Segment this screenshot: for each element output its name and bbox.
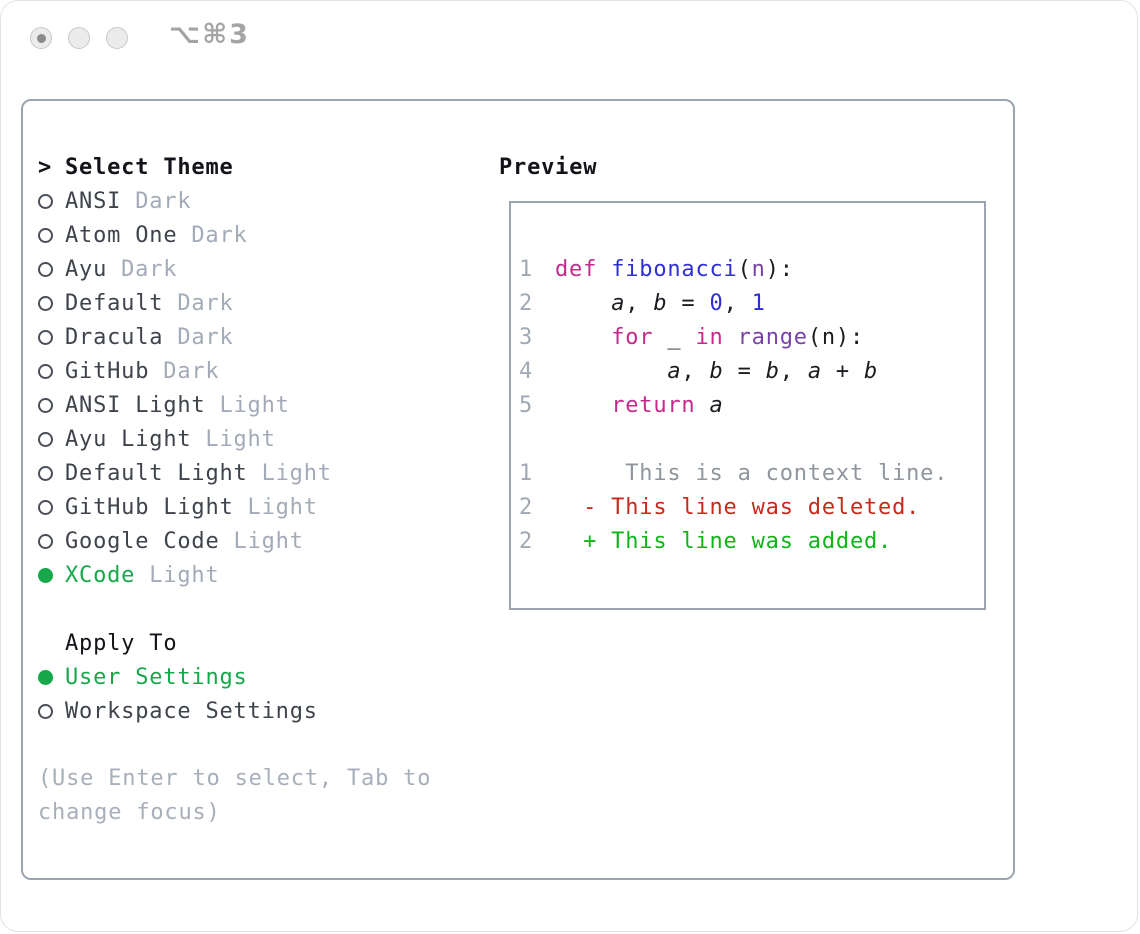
- theme-selector: [38, 150, 483, 830]
- spacer: [38, 592, 483, 626]
- theme-option-label: Ayu: [65, 256, 108, 282]
- radio-circle-icon: [38, 432, 53, 447]
- theme-option-label: Ayu Light: [65, 426, 192, 452]
- code-token: 0: [709, 290, 724, 316]
- theme-option-google-code[interactable]: [38, 524, 483, 558]
- preview-line: [519, 524, 984, 558]
- window-zoom-button[interactable]: [106, 27, 128, 49]
- code-token: (n):: [807, 324, 865, 350]
- radio-circle-icon: [38, 568, 53, 583]
- preview-line: [519, 388, 984, 422]
- theme-option-default-light[interactable]: [38, 456, 483, 490]
- select-theme-title: Select Theme: [65, 154, 234, 180]
- radio-circle-icon: [38, 500, 53, 515]
- preview-line: [519, 320, 984, 354]
- preview-title: Preview: [499, 154, 598, 180]
- code-token: + This line was added.: [555, 528, 893, 554]
- preview-box: [509, 201, 986, 610]
- code-token: ,: [681, 358, 710, 384]
- code-token: a: [667, 358, 682, 384]
- theme-option-label: Atom One: [65, 222, 178, 248]
- apply-to-header: [38, 626, 483, 660]
- radio-circle-icon: [38, 670, 53, 685]
- theme-variant-tag: Light: [247, 494, 318, 520]
- code-token: ,: [723, 290, 752, 316]
- theme-variant-tag: Dark: [191, 222, 248, 248]
- theme-variant-tag: Dark: [121, 256, 178, 282]
- main-panel: [21, 99, 1015, 880]
- theme-option-default[interactable]: [38, 286, 483, 320]
- theme-option-github-light[interactable]: [38, 490, 483, 524]
- code-token: b: [765, 358, 780, 384]
- preview-line: [519, 456, 984, 490]
- select-theme-header: [38, 150, 483, 184]
- radio-circle-icon: [38, 398, 53, 413]
- line-number: 2: [519, 528, 534, 554]
- radio-circle-icon: [38, 262, 53, 277]
- apply-option-label: User Settings: [65, 664, 248, 690]
- code-token: ,: [625, 290, 654, 316]
- code-token: This is a context line.: [555, 460, 949, 486]
- radio-circle-icon: [38, 228, 53, 243]
- window-minimize-button[interactable]: [68, 27, 90, 49]
- theme-option-label: ANSI: [65, 188, 122, 214]
- code-token: a: [709, 392, 724, 418]
- code-token: b: [864, 358, 879, 384]
- code-token: in: [695, 324, 724, 350]
- code-token: b: [709, 358, 724, 384]
- code-token: [695, 393, 709, 418]
- preview-line: [519, 490, 984, 524]
- code-token: =: [723, 358, 766, 384]
- theme-option-ansi[interactable]: [38, 184, 483, 218]
- window-title-shortcut: ⌥⌘3: [169, 19, 250, 50]
- code-token: =: [667, 290, 710, 316]
- theme-option-label: XCode: [65, 562, 136, 588]
- theme-variant-tag: Light: [149, 562, 220, 588]
- apply-option-user-settings[interactable]: [38, 660, 483, 694]
- line-number: 5: [519, 392, 534, 418]
- theme-variant-tag: Light: [205, 426, 276, 452]
- theme-variant-tag: Dark: [177, 324, 234, 350]
- code-token: n: [751, 256, 766, 282]
- spacer: [38, 728, 483, 762]
- apply-to-option-list: [38, 660, 483, 728]
- line-number: 3: [519, 324, 534, 350]
- theme-option-dracula[interactable]: [38, 320, 483, 354]
- code-token: [555, 291, 611, 316]
- line-number: 1: [519, 460, 534, 486]
- code-token: - This line was deleted.: [555, 494, 921, 520]
- record-dot-icon: [37, 34, 46, 43]
- code-token: range: [737, 324, 808, 350]
- code-token: [555, 359, 667, 384]
- code-token: ):: [765, 256, 794, 282]
- theme-variant-tag: Light: [233, 528, 304, 554]
- radio-circle-icon: [38, 534, 53, 549]
- code-token: 1: [751, 290, 766, 316]
- theme-option-label: Google Code: [65, 528, 220, 554]
- code-token: [555, 393, 611, 418]
- code-token: +: [821, 358, 865, 384]
- theme-variant-tag: Light: [261, 460, 332, 486]
- line-number: 2: [519, 494, 534, 520]
- code-token: a: [611, 290, 626, 316]
- apply-option-workspace-settings[interactable]: [38, 694, 483, 728]
- window-close-button[interactable]: [30, 27, 52, 49]
- line-number: 1: [519, 256, 534, 282]
- line-number: 2: [519, 290, 534, 316]
- radio-circle-icon: [38, 194, 53, 209]
- apply-to-title: Apply To: [65, 630, 178, 656]
- code-token: a: [807, 358, 822, 384]
- code-token: return: [611, 392, 696, 418]
- theme-option-ansi-light[interactable]: [38, 388, 483, 422]
- code-token: (: [737, 256, 752, 282]
- theme-option-xcode[interactable]: [38, 558, 483, 592]
- preview-code: [519, 252, 984, 558]
- preview-line: [519, 252, 984, 286]
- code-token: [597, 257, 611, 282]
- radio-circle-icon: [38, 296, 53, 311]
- help-text: (Use Enter to select, Tab to change focus): [38, 766, 432, 825]
- code-token: _: [653, 324, 696, 350]
- radio-circle-icon: [38, 364, 53, 379]
- blank-line: [519, 422, 984, 456]
- theme-option-atom-one[interactable]: [38, 218, 483, 252]
- window-controls: [30, 27, 128, 49]
- theme-option-label: ANSI Light: [65, 392, 206, 418]
- preview-line: [519, 354, 984, 388]
- theme-option-label: Dracula: [65, 324, 164, 350]
- theme-variant-tag: Dark: [177, 290, 234, 316]
- line-number: 4: [519, 358, 534, 384]
- code-token: def: [555, 256, 598, 282]
- theme-option-github[interactable]: [38, 354, 483, 388]
- theme-option-label: GitHub Light: [65, 494, 234, 520]
- radio-circle-icon: [38, 330, 53, 345]
- theme-option-ayu-light[interactable]: [38, 422, 483, 456]
- theme-variant-tag: Dark: [135, 188, 192, 214]
- theme-option-ayu[interactable]: [38, 252, 483, 286]
- theme-variant-tag: Dark: [163, 358, 220, 384]
- apply-option-label: Workspace Settings: [65, 698, 318, 724]
- code-token: [555, 325, 611, 350]
- theme-option-list: [38, 184, 483, 592]
- code-token: b: [653, 290, 668, 316]
- theme-option-label: Default Light: [65, 460, 248, 486]
- code-token: ,: [779, 358, 808, 384]
- code-token: fibonacci: [611, 256, 738, 282]
- theme-variant-tag: Light: [219, 392, 290, 418]
- theme-option-label: Default: [65, 290, 164, 316]
- preview-line: [519, 286, 984, 320]
- theme-option-label: GitHub: [65, 358, 150, 384]
- radio-circle-icon: [38, 466, 53, 481]
- code-token: [724, 325, 738, 350]
- code-token: for: [611, 324, 654, 350]
- radio-circle-icon: [38, 704, 53, 719]
- prompt-caret-icon: >: [38, 154, 53, 180]
